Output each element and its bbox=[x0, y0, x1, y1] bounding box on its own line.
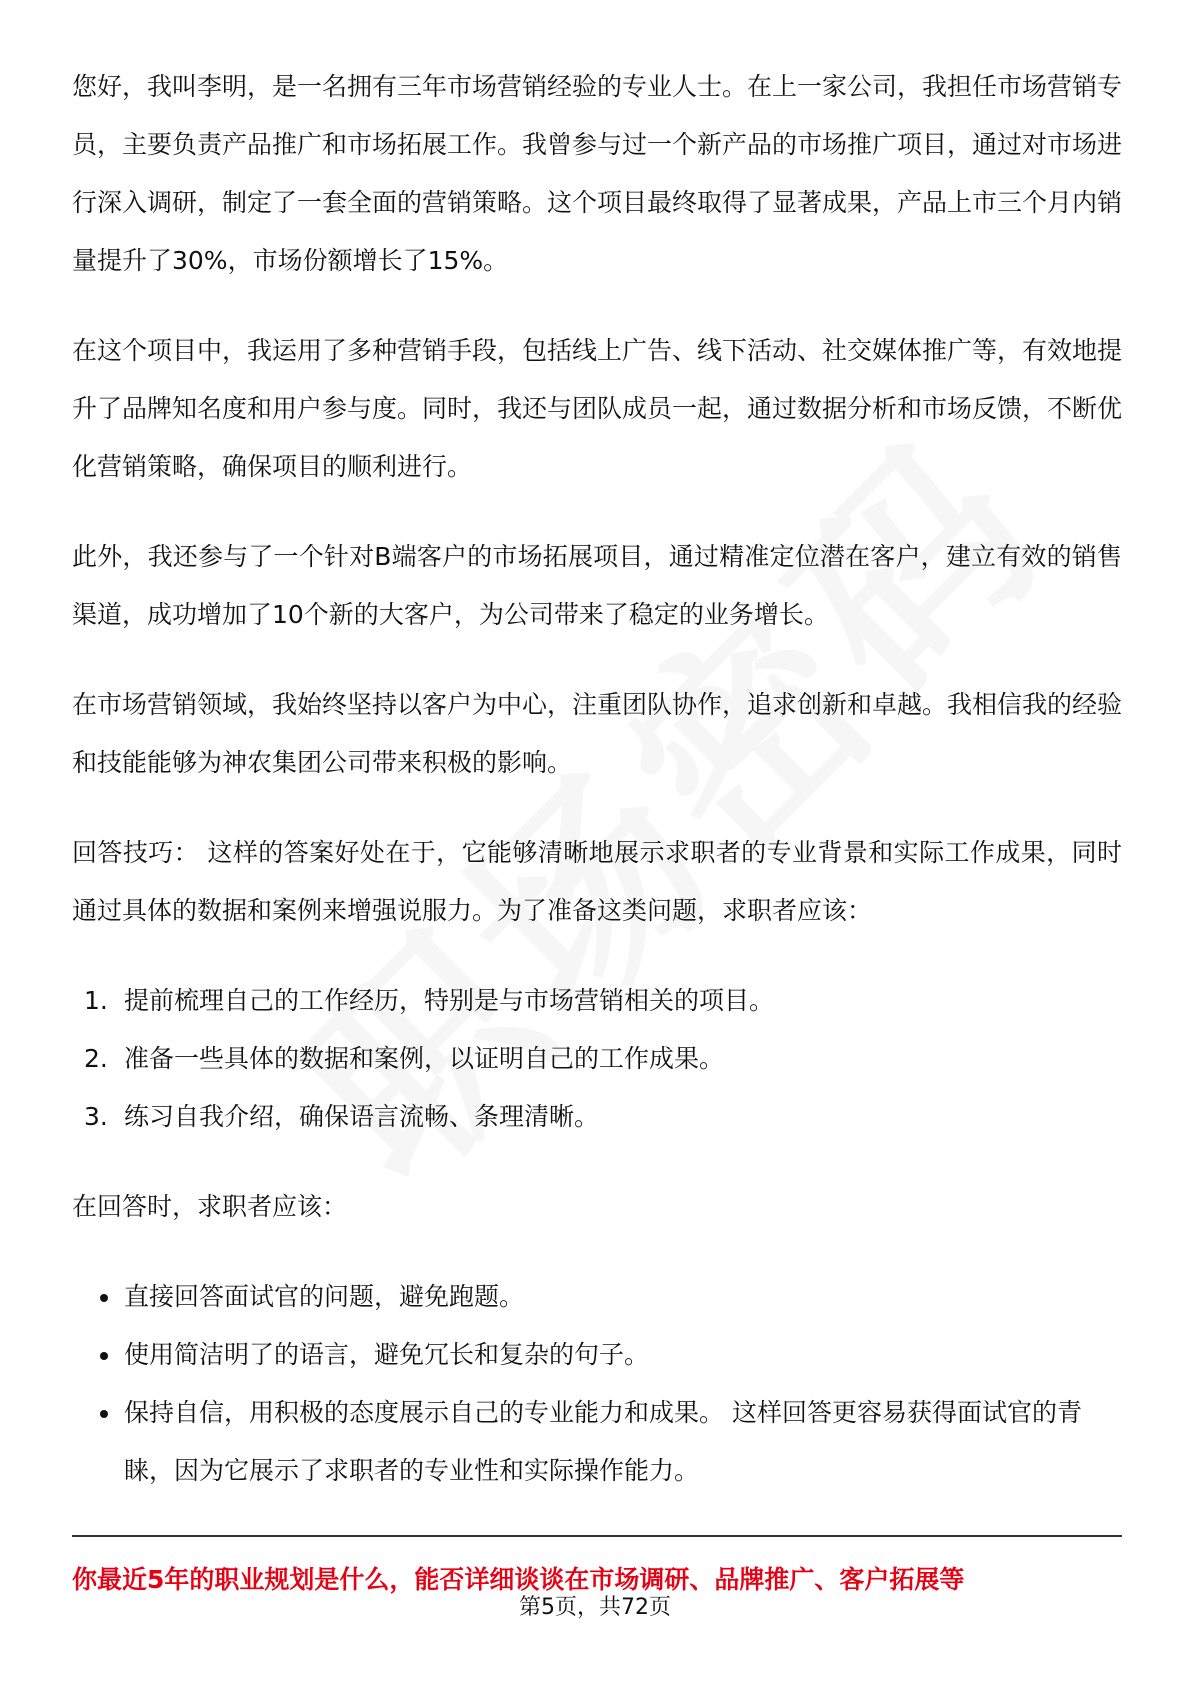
list-item-text: 准备一些具体的数据和案例，以证明自己的工作成果。 bbox=[124, 1044, 725, 1073]
list-item-text: 提前梳理自己的工作经历，特别是与市场营销相关的项目。 bbox=[124, 986, 775, 1015]
next-question-heading: 你最近5年的职业规划是什么，能否详细谈谈在市场调研、品牌推广、客户拓展等 bbox=[72, 1565, 965, 1594]
paragraph-project: 在这个项目中，我运用了多种营销手段，包括线上广告、线下活动、社交媒体推广等，有效地提升了品牌知名度和用户参与度。同时，我还与团队成员一起，通过数据分析和市场反馈，不断优化营销策略，确保项目的顺利进行。 bbox=[72, 336, 1123, 481]
list-item-text: 直接回答面试官的问题，避免跑题。 bbox=[124, 1282, 525, 1311]
list-number: 2. bbox=[84, 1044, 108, 1073]
page-number: 第5页，共72页 bbox=[519, 1595, 671, 1620]
section-divider bbox=[72, 1535, 1122, 1537]
tips-list bbox=[72, 972, 1122, 1146]
list-item bbox=[72, 1268, 1122, 1326]
paragraph-answer-intro: 在回答时，求职者应该： bbox=[72, 1192, 348, 1221]
list-item-text: 使用简洁明了的语言，避免冗长和复杂的句子。 bbox=[124, 1340, 650, 1369]
bullet-icon bbox=[100, 1410, 108, 1418]
bullet-icon bbox=[100, 1294, 108, 1302]
advice-list bbox=[72, 1268, 1122, 1500]
list-number: 1. bbox=[84, 986, 108, 1015]
document-body bbox=[72, 58, 1122, 1532]
bullet-icon bbox=[100, 1352, 108, 1360]
list-item bbox=[72, 1384, 1122, 1500]
paragraph-intro: 您好，我叫李明，是一名拥有三年市场营销经验的专业人士。在上一家公司，我担任市场营销专员，主要负责产品推广和市场拓展工作。我曾参与过一个新产品的市场推广项目，通过对市场进行深入调研，制定了一套全面的营销策略。这个项目最终取得了显著成果，产品上市三个月内销量提升了30%，市场份额增长了15%。 bbox=[72, 72, 1123, 275]
list-item bbox=[72, 1030, 1122, 1088]
paragraph-philosophy: 在市场营销领域，我始终坚持以客户为中心，注重团队协作，追求创新和卓越。我相信我的经验和技能能够为神农集团公司带来积极的影响。 bbox=[72, 690, 1123, 777]
list-number: 3. bbox=[84, 1102, 108, 1131]
list-item-text: 练习自我介绍，确保语言流畅、条理清晰。 bbox=[124, 1102, 600, 1131]
list-item bbox=[72, 972, 1122, 1030]
paragraph-answer-tips: 回答技巧： 这样的答案好处在于，它能够清晰地展示求职者的专业背景和实际工作成果，同时通过具体的数据和案例来增强说服力。为了准备这类问题，求职者应该： bbox=[72, 838, 1122, 925]
list-item-text: 保持自信，用积极的态度展示自己的专业能力和成果。 这样回答更容易获得面试官的青睐，因为它展示了求职者的专业性和实际操作能力。 bbox=[124, 1398, 1082, 1485]
list-item bbox=[72, 1088, 1122, 1146]
paragraph-b2b: 此外，我还参与了一个针对B端客户的市场拓展项目，通过精准定位潜在客户，建立有效的销售渠道，成功增加了10个新的大客户，为公司带来了稳定的业务增长。 bbox=[72, 542, 1122, 629]
list-item bbox=[72, 1326, 1122, 1384]
